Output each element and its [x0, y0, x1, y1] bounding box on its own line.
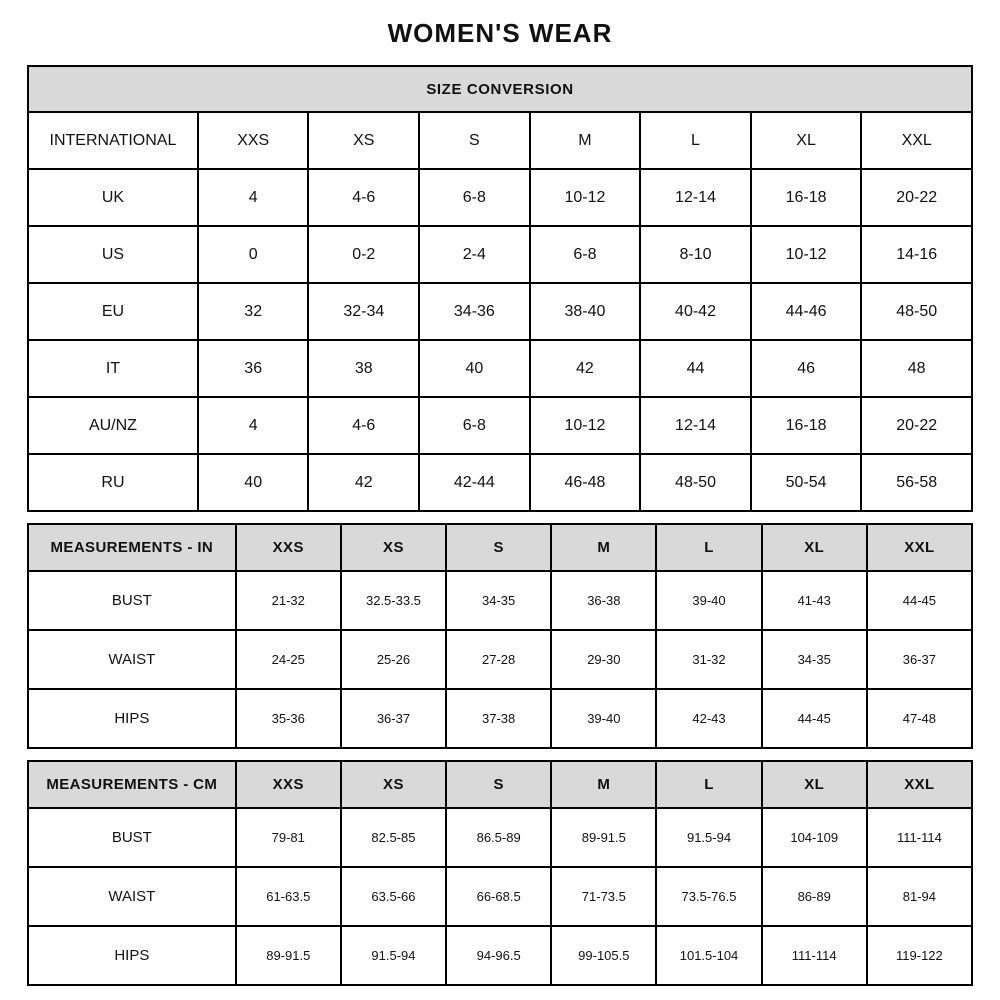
table-cell: 86-89 [762, 867, 867, 926]
table-header-row [28, 761, 972, 808]
table-cell: 6-8 [419, 397, 530, 454]
table-cell: 16-18 [751, 397, 862, 454]
table-cell: 44-46 [751, 283, 862, 340]
table-cell: 34-36 [419, 283, 530, 340]
table-cell: 119-122 [867, 926, 972, 985]
table-cell: 48-50 [861, 283, 972, 340]
column-header: XL [762, 524, 867, 571]
table-row [28, 571, 972, 630]
table-cell: 16-18 [751, 169, 862, 226]
table-cell: 42-43 [656, 689, 761, 748]
measurements-cm-table [27, 760, 973, 986]
column-header: XS [341, 761, 446, 808]
column-header: S [446, 524, 551, 571]
table-cell: 4 [198, 169, 309, 226]
column-header: XL [762, 761, 867, 808]
table-cell: 91.5-94 [341, 926, 446, 985]
table-cell: 81-94 [867, 867, 972, 926]
table-cell: 89-91.5 [236, 926, 341, 985]
table-cell: M [530, 112, 641, 169]
table-row [28, 340, 972, 397]
table-cell: 56-58 [861, 454, 972, 511]
table-row [28, 169, 972, 226]
row-label: INTERNATIONAL [28, 112, 198, 169]
table-cell: 111-114 [762, 926, 867, 985]
table-cell: 73.5-76.5 [656, 867, 761, 926]
table-cell: 6-8 [530, 226, 641, 283]
table-cell: 36 [198, 340, 309, 397]
size-conversion-table [27, 65, 973, 512]
table-cell: 40 [198, 454, 309, 511]
table-cell: 2-4 [419, 226, 530, 283]
column-header: XXL [867, 524, 972, 571]
table-cell: 40-42 [640, 283, 751, 340]
table-cell: 41-43 [762, 571, 867, 630]
table-title: SIZE CONVERSION [28, 66, 972, 112]
table-cell: 14-16 [861, 226, 972, 283]
row-label: WAIST [28, 630, 236, 689]
table-header-row [28, 524, 972, 571]
row-label: WAIST [28, 867, 236, 926]
table-cell: 0 [198, 226, 309, 283]
row-label: HIPS [28, 689, 236, 748]
table-cell: 36-37 [341, 689, 446, 748]
table-cell: 46 [751, 340, 862, 397]
table-cell: 31-32 [656, 630, 761, 689]
table-cell: 4-6 [308, 169, 419, 226]
table-cell: 42 [530, 340, 641, 397]
table-cell: 10-12 [751, 226, 862, 283]
row-label: UK [28, 169, 198, 226]
row-label: BUST [28, 571, 236, 630]
row-label: HIPS [28, 926, 236, 985]
column-header: M [551, 524, 656, 571]
table-cell: XXS [198, 112, 309, 169]
table-cell: 71-73.5 [551, 867, 656, 926]
table-row [28, 630, 972, 689]
table-cell: 12-14 [640, 397, 751, 454]
table-cell: 6-8 [419, 169, 530, 226]
table-cell: 82.5-85 [341, 808, 446, 867]
table-cell: 0-2 [308, 226, 419, 283]
table-cell: 36-38 [551, 571, 656, 630]
table-cell: 25-26 [341, 630, 446, 689]
table-cell: 89-91.5 [551, 808, 656, 867]
table-cell: 20-22 [861, 397, 972, 454]
table-cell: 10-12 [530, 169, 641, 226]
table-row [28, 112, 972, 169]
measurements-in-table [27, 523, 973, 749]
table-cell: 8-10 [640, 226, 751, 283]
table-cell: XS [308, 112, 419, 169]
table-cell: 42 [308, 454, 419, 511]
table-row [28, 689, 972, 748]
table-cell: 29-30 [551, 630, 656, 689]
table-cell: 4 [198, 397, 309, 454]
table-cell: 99-105.5 [551, 926, 656, 985]
table-title: MEASUREMENTS - CM [28, 761, 236, 808]
table-cell: 50-54 [751, 454, 862, 511]
column-header: L [656, 524, 761, 571]
table-cell: 79-81 [236, 808, 341, 867]
table-cell: 35-36 [236, 689, 341, 748]
table-cell: 44-45 [762, 689, 867, 748]
table-cell: 12-14 [640, 169, 751, 226]
table-cell: 34-35 [762, 630, 867, 689]
table-cell: 40 [419, 340, 530, 397]
table-cell: 27-28 [446, 630, 551, 689]
row-label: RU [28, 454, 198, 511]
table-cell: 37-38 [446, 689, 551, 748]
column-header: XXS [236, 761, 341, 808]
table-row [28, 867, 972, 926]
column-header: L [656, 761, 761, 808]
table-cell: 10-12 [530, 397, 641, 454]
table-cell: 61-63.5 [236, 867, 341, 926]
table-cell: 38 [308, 340, 419, 397]
table-cell: 21-32 [236, 571, 341, 630]
table-cell: 91.5-94 [656, 808, 761, 867]
row-label: IT [28, 340, 198, 397]
table-cell: 66-68.5 [446, 867, 551, 926]
table-cell: 44 [640, 340, 751, 397]
table-cell: 86.5-89 [446, 808, 551, 867]
table-cell: 20-22 [861, 169, 972, 226]
column-header: S [446, 761, 551, 808]
table-cell: 32-34 [308, 283, 419, 340]
table-cell: 24-25 [236, 630, 341, 689]
table-cell: 101.5-104 [656, 926, 761, 985]
table-cell: 39-40 [656, 571, 761, 630]
table-cell: 42-44 [419, 454, 530, 511]
table-cell: 48-50 [640, 454, 751, 511]
row-label: US [28, 226, 198, 283]
table-cell: 32 [198, 283, 309, 340]
table-cell: 34-35 [446, 571, 551, 630]
column-header: XXS [236, 524, 341, 571]
column-header: XXL [867, 761, 972, 808]
table-cell: 36-37 [867, 630, 972, 689]
table-title: MEASUREMENTS - IN [28, 524, 236, 571]
table-row [28, 808, 972, 867]
column-header: M [551, 761, 656, 808]
table-cell: 47-48 [867, 689, 972, 748]
table-cell: 39-40 [551, 689, 656, 748]
table-cell: 32.5-33.5 [341, 571, 446, 630]
table-cell: 4-6 [308, 397, 419, 454]
row-label: AU/NZ [28, 397, 198, 454]
table-cell: 44-45 [867, 571, 972, 630]
table-cell: 38-40 [530, 283, 641, 340]
page-title: WOMEN'S WEAR [387, 18, 613, 48]
table-row [28, 283, 972, 340]
table-cell: 104-109 [762, 808, 867, 867]
table-row [28, 226, 972, 283]
table-cell: L [640, 112, 751, 169]
table-cell: S [419, 112, 530, 169]
table-title-row [28, 66, 972, 112]
row-label: BUST [28, 808, 236, 867]
table-cell: XL [751, 112, 862, 169]
table-cell: 48 [861, 340, 972, 397]
table-cell: 111-114 [867, 808, 972, 867]
table-cell: XXL [861, 112, 972, 169]
table-row [28, 397, 972, 454]
table-row [28, 454, 972, 511]
row-label: EU [28, 283, 198, 340]
table-cell: 63.5-66 [341, 867, 446, 926]
column-header: XS [341, 524, 446, 571]
table-cell: 94-96.5 [446, 926, 551, 985]
table-cell: 46-48 [530, 454, 641, 511]
table-row [28, 926, 972, 985]
